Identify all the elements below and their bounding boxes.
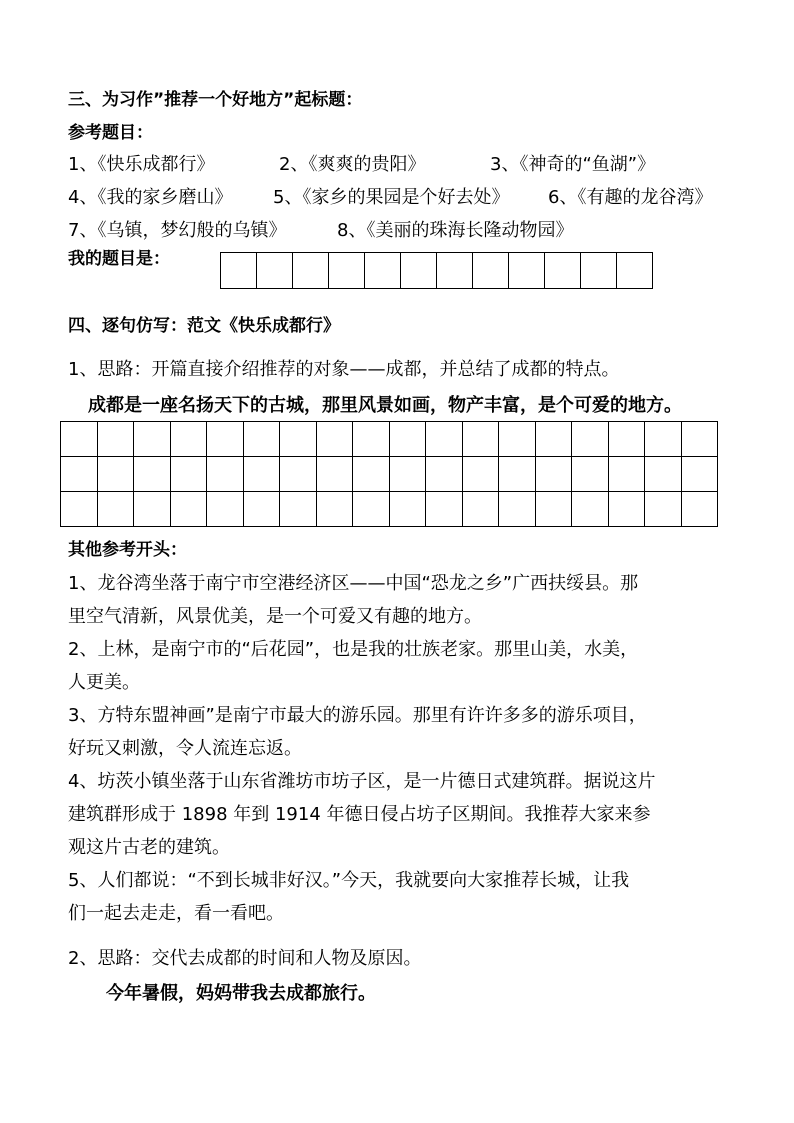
title-grid-row	[221, 253, 653, 289]
imitation-grid-row	[61, 457, 718, 492]
writing-cell[interactable]	[681, 457, 718, 492]
opening-line: 1、龙谷湾坐落于南宁市空港经济区——中国“恐龙之乡”广西扶绥县。那	[68, 573, 639, 594]
opening-line: 人更美。	[68, 672, 140, 693]
writing-cell[interactable]	[389, 457, 426, 492]
writing-cell[interactable]	[499, 457, 536, 492]
writing-cell[interactable]	[97, 492, 134, 527]
writing-cell[interactable]	[473, 253, 509, 289]
writing-cell[interactable]	[535, 492, 572, 527]
writing-cell[interactable]	[134, 492, 171, 527]
imitation-writing-grid[interactable]	[60, 421, 718, 527]
opening-line: 们一起去走走，看一看吧。	[68, 903, 284, 924]
writing-cell[interactable]	[221, 253, 257, 289]
writing-cell[interactable]	[170, 457, 207, 492]
writing-cell[interactable]	[329, 253, 365, 289]
writing-cell[interactable]	[207, 492, 244, 527]
writing-cell[interactable]	[170, 492, 207, 527]
writing-cell[interactable]	[645, 457, 682, 492]
writing-cell[interactable]	[207, 457, 244, 492]
writing-cell[interactable]	[293, 253, 329, 289]
opening-line: 5、人们都说：“不到长城非好汉。”今天，我就要向大家推荐长城，让我	[68, 870, 630, 891]
writing-cell[interactable]	[389, 492, 426, 527]
imitation-grid-row	[61, 422, 718, 457]
writing-cell[interactable]	[170, 422, 207, 457]
reference-titles-label: 参考题目：	[68, 123, 153, 143]
writing-cell[interactable]	[509, 253, 545, 289]
opening-line: 观这片古老的建筑。	[68, 837, 230, 858]
idea-1: 1、思路：开篇直接介绍推荐的对象——成都，并总结了成都的特点。	[68, 359, 620, 380]
writing-cell[interactable]	[134, 457, 171, 492]
section3-heading: 三、为习作”推荐一个好地方”起标题：	[68, 90, 363, 110]
writing-cell[interactable]	[645, 492, 682, 527]
writing-cell[interactable]	[462, 457, 499, 492]
writing-cell[interactable]	[499, 422, 536, 457]
writing-cell[interactable]	[257, 253, 293, 289]
opening-line: 3、方特东盟神画”是南宁市最大的游乐园。那里有许许多多的游乐项目，	[68, 705, 647, 726]
writing-cell[interactable]	[608, 422, 645, 457]
imitation-grid-row	[61, 492, 718, 527]
writing-cell[interactable]	[280, 422, 317, 457]
writing-cell[interactable]	[617, 253, 653, 289]
writing-cell[interactable]	[61, 457, 98, 492]
reference-title-5: 5、《家乡的果园是个好去处》	[273, 187, 510, 208]
writing-cell[interactable]	[243, 492, 280, 527]
writing-cell[interactable]	[572, 457, 609, 492]
writing-cell[interactable]	[134, 422, 171, 457]
writing-cell[interactable]	[61, 422, 98, 457]
reference-title-4: 4、《我的家乡磨山》	[68, 187, 233, 208]
writing-cell[interactable]	[401, 253, 437, 289]
my-title-label: 我的题目是：	[68, 249, 170, 269]
writing-cell[interactable]	[280, 492, 317, 527]
writing-cell[interactable]	[365, 253, 401, 289]
writing-cell[interactable]	[426, 492, 463, 527]
writing-cell[interactable]	[572, 422, 609, 457]
writing-cell[interactable]	[545, 253, 581, 289]
writing-cell[interactable]	[426, 422, 463, 457]
other-openings-label: 其他参考开头：	[68, 540, 187, 560]
writing-cell[interactable]	[316, 492, 353, 527]
writing-cell[interactable]	[462, 422, 499, 457]
opening-line: 里空气清新，风景优美，是一个可爱又有趣的地方。	[68, 606, 482, 627]
writing-cell[interactable]	[681, 492, 718, 527]
reference-title-6: 6、《有趣的龙谷湾》	[548, 187, 713, 208]
title-writing-grid[interactable]	[220, 252, 653, 289]
writing-cell[interactable]	[389, 422, 426, 457]
writing-cell[interactable]	[581, 253, 617, 289]
writing-cell[interactable]	[207, 422, 244, 457]
idea-2: 2、思路：交代去成都的时间和人物及原因。	[68, 948, 422, 969]
writing-cell[interactable]	[426, 457, 463, 492]
writing-cell[interactable]	[243, 457, 280, 492]
section4-heading: 四、逐句仿写：范文《快乐成都行》	[68, 316, 340, 336]
writing-cell[interactable]	[681, 422, 718, 457]
writing-cell[interactable]	[280, 457, 317, 492]
writing-cell[interactable]	[97, 422, 134, 457]
writing-cell[interactable]	[97, 457, 134, 492]
opening-line: 好玩又刺激，令人流连忘返。	[68, 738, 302, 759]
writing-cell[interactable]	[608, 492, 645, 527]
writing-cell[interactable]	[437, 253, 473, 289]
writing-cell[interactable]	[353, 422, 390, 457]
reference-title-8: 8、《美丽的珠海长隆动物园》	[337, 220, 574, 241]
writing-cell[interactable]	[645, 422, 682, 457]
reference-title-2: 2、《爽爽的贵阳》	[279, 154, 426, 175]
writing-cell[interactable]	[316, 457, 353, 492]
reference-title-7: 7、《乌镇，梦幻般的乌镇》	[68, 220, 287, 241]
reference-title-1: 1、《快乐成都行》	[68, 154, 215, 175]
writing-cell[interactable]	[499, 492, 536, 527]
writing-cell[interactable]	[61, 492, 98, 527]
opening-line: 建筑群形成于 1898 年到 1914 年德日侵占坊子区期间。我推荐大家来参	[68, 804, 651, 825]
writing-cell[interactable]	[535, 422, 572, 457]
opening-line: 2、上林，是南宁市的“后花园”，也是我的壮族老家。那里山美，水美，	[68, 639, 639, 660]
writing-cell[interactable]	[462, 492, 499, 527]
opening-line: 4、坊茨小镇坐落于山东省潍坊市坊子区，是一片德日式建筑群。据说这片	[68, 771, 656, 792]
writing-cell[interactable]	[353, 457, 390, 492]
writing-cell[interactable]	[608, 457, 645, 492]
writing-cell[interactable]	[243, 422, 280, 457]
model-sentence-2: 今年暑假，妈妈带我去成都旅行。	[106, 983, 376, 1004]
writing-cell[interactable]	[535, 457, 572, 492]
writing-cell[interactable]	[572, 492, 609, 527]
writing-cell[interactable]	[316, 422, 353, 457]
reference-title-3: 3、《神奇的“鱼湖”》	[490, 154, 656, 175]
model-sentence-1: 成都是一座名扬天下的古城，那里风景如画，物产丰富，是个可爱的地方。	[88, 395, 682, 416]
writing-cell[interactable]	[353, 492, 390, 527]
